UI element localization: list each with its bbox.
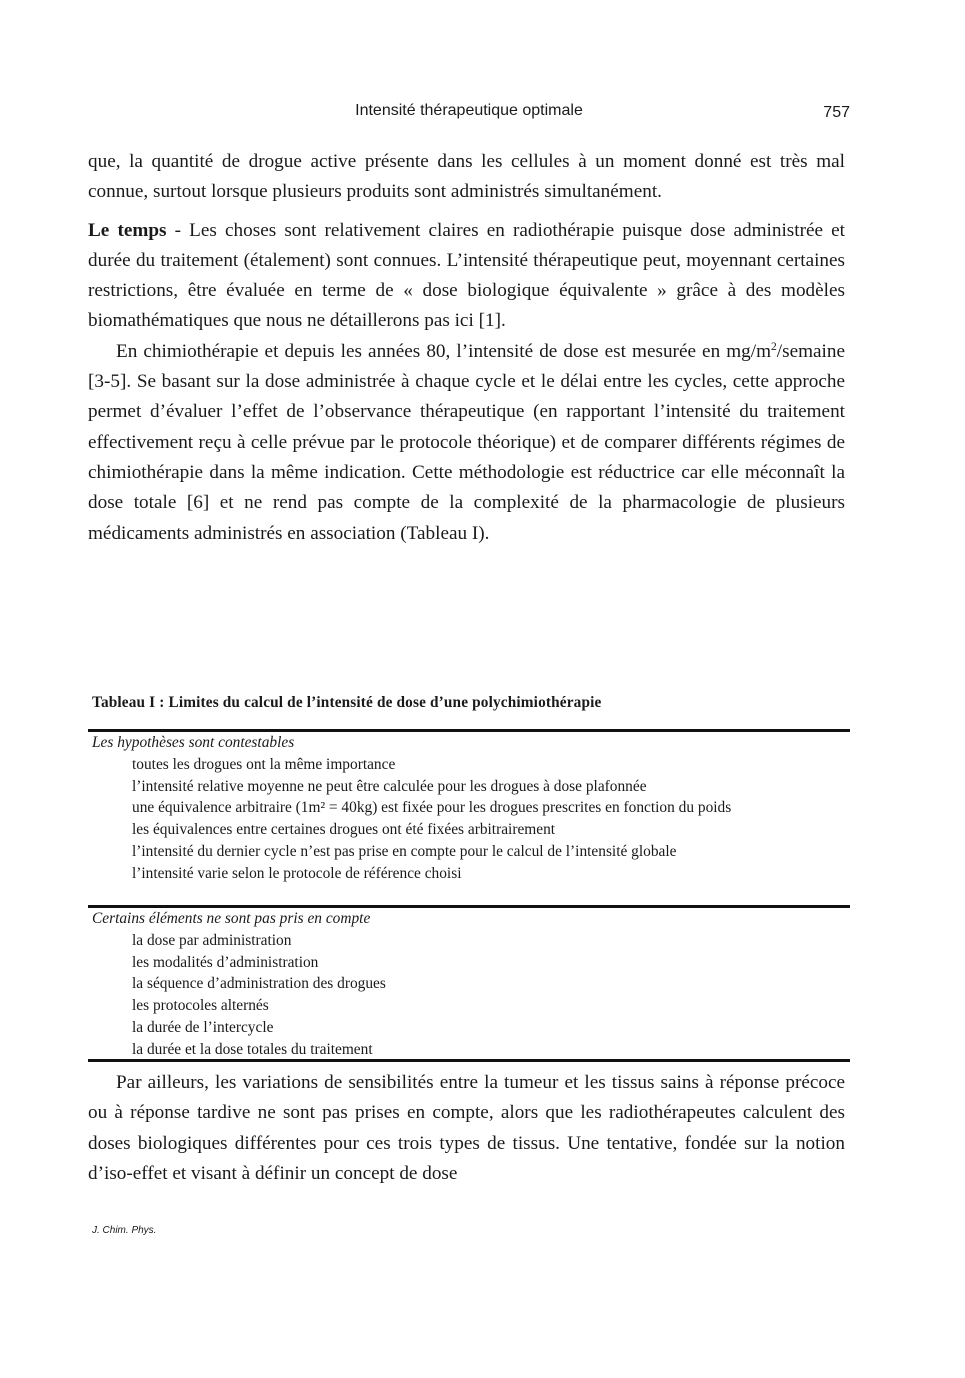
paragraph-2-text: - Les choses sont relativement claires en radiothérapie puisque dose administrée et durée du traitement (étalement) sont connues. L’intensité thérapeutique peut, moyennant certaines restrictions, être évaluée en terme de « dose biologique équivalente » grâce à des modèles biomathématiques que nous ne détaillerons pas ici [1]. <box>88 219 846 332</box>
table-item: les modalités d’administration <box>132 953 319 971</box>
paragraph-1: que, la quantité de drogue active présente dans les cellules à un moment donné est très mal connue, surtout lorsque plusieurs produits sont administrés simultanément. <box>88 151 845 203</box>
paragraph-3 <box>88 337 845 549</box>
running-header <box>88 102 850 126</box>
table-section-heading: Les hypothèses sont contestables <box>92 734 295 751</box>
table-item: l’intensité relative moyenne ne peut être calculée pour les drogues à dose plafonnée <box>132 777 647 795</box>
superscript: 2 <box>771 340 777 353</box>
body-text-top <box>88 147 845 549</box>
table-item: l’intensité varie selon le protocole de référence choisi <box>132 864 462 882</box>
paragraph-2-lead: Le temps <box>88 219 167 241</box>
table-item: la durée de l’intercycle <box>132 1018 274 1036</box>
paragraph-2 <box>88 216 845 337</box>
table-item: les équivalences entre certaines drogues ont été fixées arbitrairement <box>132 821 556 839</box>
table-item: l’intensité du dernier cycle n’est pas prise en compte pour le calcul de l’intensité globale <box>132 842 677 860</box>
paragraph-3-text-b: /semaine [3-5]. Se basant sur la dose administrée à chaque cycle et le délai entre les cycles, cette approche permet d’évaluer l’effet de l’observance thérapeutique (en rapportant l’intensité du traitement effectivement reçu à celle prévue par le protocole théorique) et de comparer différents régimes de chimiothérapie dans la même indication. Cette méthodologie est réductrice car elle méconnaît la dose totale [6] et ne rend pas compte de la complexité de la pharmacologie de plusieurs médicaments administrés en association (Tableau I). <box>88 340 845 544</box>
table-section-1 <box>92 732 850 885</box>
table-section-heading: Certains éléments ne sont pas pris en compte <box>92 910 371 927</box>
table-item: la séquence d’administration des drogues <box>132 975 386 993</box>
table-item: toutes les drogues ont la même importance <box>132 755 396 773</box>
paragraph-3-text-a: En chimiothérapie et depuis les années 80, l’intensité de dose est mesurée en mg/m <box>116 340 772 362</box>
table-caption: Tableau I : Limites du calcul de l’intensité de dose d’une polychimiothérapie <box>92 694 602 711</box>
table-section-2 <box>92 908 850 1061</box>
table-bottom-rule <box>88 1059 850 1062</box>
table-item: la dose par administration <box>132 931 292 949</box>
journal-footer: J. Chim. Phys. <box>92 1225 157 1236</box>
table-item: les protocoles alternés <box>132 997 269 1015</box>
table-item: la durée et la dose totales du traitement <box>132 1040 373 1058</box>
running-title: Intensité thérapeutique optimale <box>355 102 583 119</box>
paragraph-4: Par ailleurs, les variations de sensibilités entre la tumeur et les tissus sains à réponse précoce ou à réponse tardive ne sont pas prises en compte, alors que les radiothérapeutes calculent des doses biologiques différentes pour ces trois types de tissus. Une tentative, fondée sur la notion d’iso-effet et visant à définir un concept de dose <box>88 1072 845 1184</box>
body-text-bottom <box>88 1068 845 1189</box>
table-item: une équivalence arbitraire (1m² = 40kg) est fixée pour les drogues prescrites en fonction du poids <box>132 799 732 817</box>
page-number: 757 <box>823 104 850 121</box>
